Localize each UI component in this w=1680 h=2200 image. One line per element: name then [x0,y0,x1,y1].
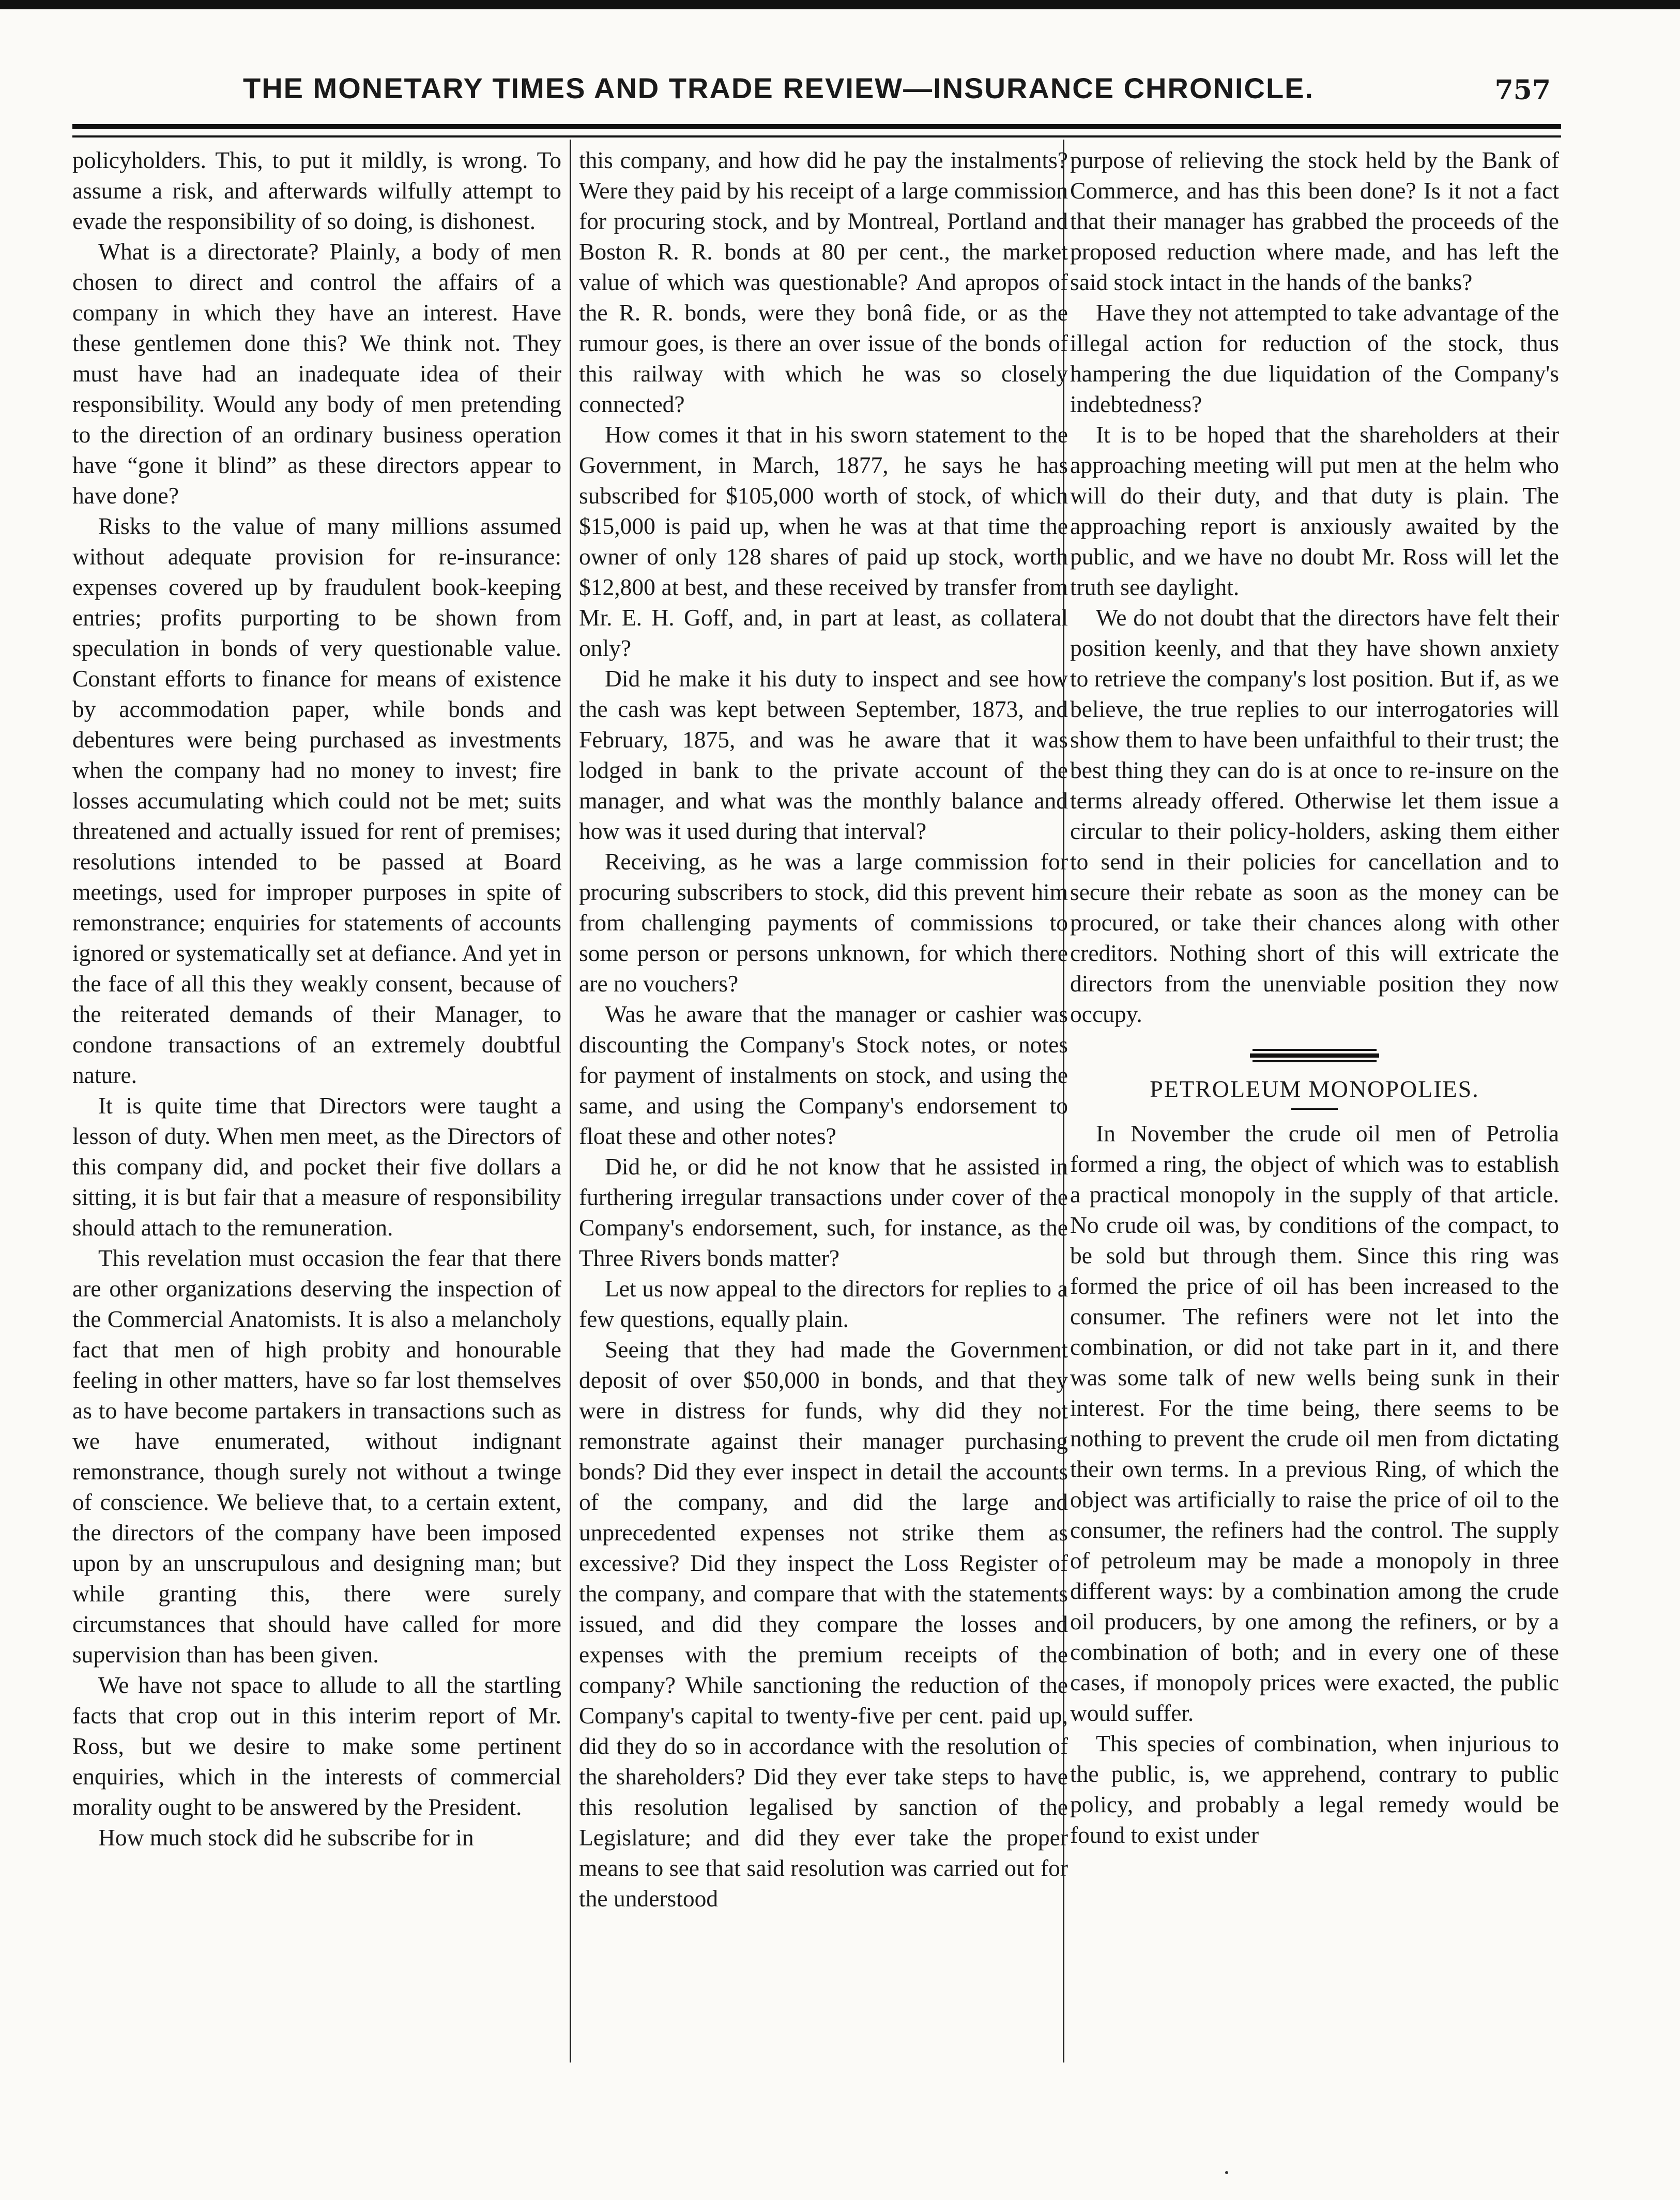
header-rule-thick [72,124,1561,129]
paragraph: This revelation must occasion the fear that there are other organizations deserving the inspection of the Commercial Anatomists. It is also a melancholy fact that men of high probity and honourable feeling in other matters, have so far lost themselves as to have become partakers in transactions such as we have enumerated, without indignant remonstrance, though surely not without a twinge of conscience. We believe that, to a certain extent, the directors of the company have been imposed upon by an unscrupulous and designing man; but while granting this, there were surely circumstances that should have called for more supervision than has been given. [72,1245,561,1668]
paragraph: Risks to the value of many millions assumed without adequate provision for re-insurance: expenses covered up by fraudulent book-keeping entries; profits purporting to be shown from speculation in bonds of very questionable value. Constant efforts to finance for means of existence by accommodation paper, while bonds and debentures were being purchased as investments when the company had no money to invest; fire losses accumulating which could not be met; suits threatened and actually issued for rent of premises; resolutions intended to be passed at Board meetings, used for improper purposes in spite of remonstrance; enquiries for statements of accounts ignored or systematically set at defiance. And yet in the face of all this they weakly consent, because of the reiterated demands of their Manager, to condone transactions of an extremely doubtful nature. [72,513,561,1088]
header-rule-thin [72,135,1561,138]
page-number: 757 [1494,74,1551,106]
text-column-3 [1070,145,1559,2052]
column-divider [570,140,571,2062]
paragraph: We do not doubt that the directors have felt their position keenly, and that they have shown anxiety to retrieve the company's lost position. But if, as we believe, the true replies to our interrogatories will show them to have been unfaithful to their trust; the best thing they can do is at once to re-insure on the terms already offered. Otherwise let them issue a circular to their policy-holders, asking them either to send in their policies for cancellation and to secure their rebate as soon as the money can be procured, or take their chances along with other creditors. Nothing short of this will extricate the directors from the unenviable position they now occupy. [1070,604,1559,1027]
paragraph: Did he, or did he not know that he assisted in furthering irregular transactions under cover of the Company's endorsement, such, for instance, as the Three Rivers bonds matter? [579,1153,1068,1271]
running-header [72,62,1571,124]
top-border-rule [0,0,1680,9]
paragraph: In November the crude oil men of Petrolia formed a ring, the object of which was to establish a practical monopoly in the supply of that article. No crude oil was, by conditions of the compact, to be sold but through them. Since this ring was formed the price of oil has been increased to the consumer. The refiners were not let into the combination, or did not take part in it, and there was some talk of new wells being sunk in their interest. For the time being, there seems to be nothing to prevent the crude oil men from dictating their own terms. In a previous Ring, of which the object was artificially to raise the price of oil to the consumer, the refiners had the control. The supply of petroleum may be made a monopoly in three different ways: by a combination among the crude oil producers, by one among the refiners, or by a combination of both; and in every one of these cases, if monopoly prices were exacted, the public would suffer. [1070,1120,1559,1726]
print-speck [1225,2171,1228,2174]
publication-title: THE MONETARY TIMES AND TRADE REVIEW—INSURANCE CHRONICLE. [243,72,1315,104]
paragraph: This species of combination, when injurious to the public, is, we apprehend, contrary to public policy, and probably a legal remedy would be found to exist under [1070,1730,1559,1848]
paragraph: Did he make it his duty to inspect and see how the cash was kept between September, 1873, and February, 1875, and was he aware that it was lodged in bank to the private account of the manager, and what was the monthly balance and how was it used during that interval? [579,665,1068,844]
paragraph: Receiving, as he was a large commission for procuring subscribers to stock, did this prevent him from challenging payments of commissions to some person or persons unknown, for which there are no vouchers? [579,848,1068,997]
paragraph: policyholders. This, to put it mildly, is wrong. To assume a risk, and afterwards wilfully attempt to evade the responsibility of so doing, is dishonest. [72,147,561,234]
paragraph: purpose of relieving the stock held by the Bank of Commerce, and has this been done? Is it not a fact that their manager has grabbed the proceeds of the proposed reduction where made, and has left the said stock intact in the hands of the banks? [1070,147,1559,295]
paragraph: What is a directorate? Plainly, a body of men chosen to direct and control the affairs of a company in which they have an interest. Have these gentlemen done this? We think not. They must have had an inadequate idea of their responsibility. Would any body of men pretending to the direction of an ordinary business operation have “gone it blind” as these directors appear to have done? [72,238,561,509]
paragraph: Let us now appeal to the directors for replies to a few questions, equally plain. [579,1275,1068,1332]
paragraph: Was he aware that the manager or cashier was discounting the Company's Stock notes, or notes for payment of instalments on stock, and using the same, and using the Company's endorsement to float these and other notes? [579,1001,1068,1149]
paragraph: Seeing that they had made the Government deposit of over $50,000 in bonds, and that they were in distress for funds, why did they not remonstrate against their manager purchasing bonds? Did they ever inspect in detail the accounts of the company, and did the large and unprecedented expenses not strike them as excessive? Did they inspect the Loss Register of the company, and compare that with the statements issued, and did they compare the losses and expenses with the premium receipts of the company? While sanctioning the reduction of the Company's capital to twenty-five per cent. paid up, did they do so in accordance with the resolution of the shareholders? Did they ever take steps to have this resolution legalised by sanction of the Legislature; and did they ever take the proper means to see that said resolution was carried out for the understood [579,1336,1068,1912]
section-title-rule [1291,1108,1338,1110]
paragraph: this company, and how did he pay the instalments? Were they paid by his receipt of a large commission for procuring stock, and by Montreal, Portland and Boston R. R. bonds at 80 per cent., the market value of which was questionable? And apropos of the R. R. bonds, were they bonâ fide, or as the rumour goes, is there an over issue of the bonds of this railway with which he was so closely connected? [579,147,1068,417]
section-title: PETROLEUM MONOPOLIES. [1150,1076,1479,1102]
paragraph: How much stock did he subscribe for in [98,1824,474,1851]
paragraph: We have not space to allude to all the startling facts that crop out in this interim report of Mr. Ross, but we desire to make some pertinent enquiries, which in the interests of commercial morality ought to be answered by the President. [72,1672,561,1820]
text-column-2 [579,145,1068,2052]
text-column-1 [72,145,561,2052]
paragraph: It is to be hoped that the shareholders at their approaching meeting will put men at the helm who will do their duty, and that duty is plain. The approaching report is anxiously awaited by the public, and we have no doubt Mr. Ross will let the truth see daylight. [1070,421,1559,600]
paragraph: Have they not attempted to take advantage of the illegal action for reduction of the stock, thus hampering the due liquidation of the Company's indebtedness? [1070,299,1559,417]
paragraph: It is quite time that Directors were taught a lesson of duty. When men meet, as the Directors of this company did, and pocket their five dollars a sitting, it is but fair that a measure of responsibility should attach to the remuneration. [72,1092,561,1241]
paragraph: How comes it that in his sworn statement to the Government, in March, 1877, he says he has subscribed for $105,000 worth of stock, of which $15,000 is paid up, when he was at that time the owner of only 128 shares of paid up stock, worth $12,800 at best, and these received by transfer from Mr. E. H. Goff, and, in part at least, as collateral only? [579,421,1068,661]
section-separator-ornament [1250,1049,1379,1062]
